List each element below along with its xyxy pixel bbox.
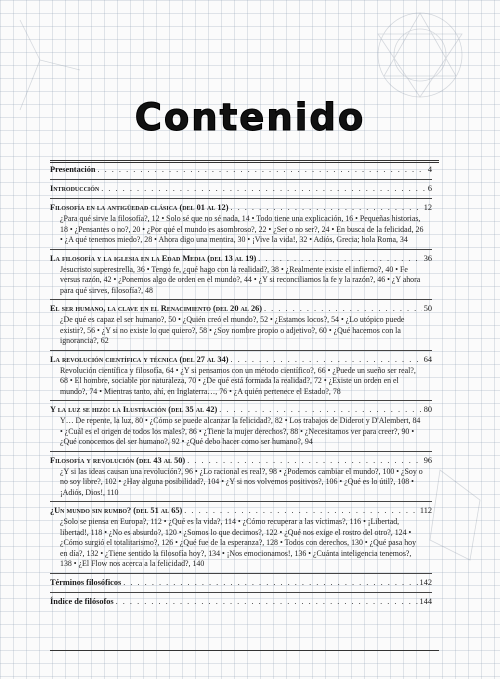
toc-entry-chapter-6[interactable] <box>50 455 432 499</box>
toc-entry-label: Índice de filósofos <box>50 596 114 606</box>
toc-entry-chapter-1[interactable] <box>50 202 432 246</box>
divider <box>50 501 432 502</box>
toc-entry-indice[interactable] <box>50 596 432 608</box>
dot-leader <box>230 202 421 214</box>
toc-entry-label: La revolución científica y técnica (del 27 al 34) <box>50 354 229 364</box>
dot-leader <box>184 505 418 517</box>
toc-page-number: 6 <box>427 184 432 193</box>
dot-leader <box>230 354 421 366</box>
divider <box>50 198 432 199</box>
toc-entry-label: Filosofía y revolución (del 43 al 50) <box>50 455 186 465</box>
top-divider <box>50 160 439 163</box>
toc-entry-presentacion[interactable] <box>50 164 432 176</box>
toc-entry-label: Introducción <box>50 184 100 193</box>
toc-entry-description: Jesucristo superestrella, 36 • Tengo fe, ¿qué hago con la realidad?, 38 • ¿Realmente existe el infierno?, 40 • Fe versus razón, 42 • ¿Ponemos algo de orden en el mundo?, 44 • ¿Y si reconciliamos la fe y la razón?, 46 • ¿Y ahora para qué sirves, filosofía?, 48 <box>60 264 421 295</box>
dot-leader <box>97 164 425 176</box>
toc-entry-description: ¿Solo se piensa en Europa?, 112 • ¿Qué es la vida?, 114 • ¿Cómo recuperar a las víctimas?, 116 • ¡Libertad, libertad!, 118 • ¿No es absurdo?, 120 • ¿Somos lo que decimos?, 122 • ¿Qué nos exige el rostro del otro?, 124 • ¿Cómo surgió el totalitarismo?, 126 • ¿Qué fue de la esperanza?, 128 • Todos con derechos, 130 • ¿Qué pasa hoy en día?, 132 • ¿Tiene sentido la filosofía hoy?, 134 • ¡Nos emocionamos!, 136 • ¿Cuánta inteligencia tenemos?, 138 • ¿El Flow nos acerca a la felicidad?, 140 <box>60 517 417 568</box>
dot-leader <box>116 596 418 608</box>
divider <box>50 249 432 250</box>
toc-entry-label: Filosofía en la antigüedad clásica (del 01 al 12) <box>50 203 229 212</box>
toc-entry-description: Y… De repente, la luz, 80 • ¿Cómo se puede alcanzar la felicidad?, 82 • Los trabajos de Diderot y D'Alembert, 84 • ¿Cuál es el origen de todos los males?, 86 • ¿Tiene la mujer derechos?, 88 • ¿Necesitamos ver para creer?, 90 • ¿Qué conocemos del ser humano?, 92 • ¿Qué debo hacer como ser humano?, 94 <box>60 416 421 446</box>
toc-entry-description: ¿De qué es capaz el ser humano?, 50 • ¿Quién creó el mundo?, 52 • ¿Estamos locos?, 54 • ¿Lo utópico puede existir?, 56 • ¿Y si no existe lo que quiero?, 58 • ¿Soy nombre propio o adjetivo?, 60 • ¿Qué hacemos con la ignorancia?, 62 <box>60 315 405 345</box>
toc-entry-chapter-4[interactable] <box>50 354 432 398</box>
toc-page-number: 64 <box>423 354 432 364</box>
toc-entry-label: Términos filosóficos <box>50 577 122 587</box>
toc-entry-label: ¿Un mundo sin rumbo? (del 51 al 65) <box>50 506 183 515</box>
toc-entry-terminos[interactable] <box>50 577 432 589</box>
dot-leader <box>264 303 422 315</box>
toc-page-number: 36 <box>423 253 432 263</box>
toc-page-number: 144 <box>419 596 432 606</box>
toc-page-number: 50 <box>423 304 432 313</box>
toc-entry-description: ¿Y si las ideas causan una revolución?, 96 • ¿Lo racional es real?, 98 • ¿Podemos cambiar el mundo?, 100 • ¿Soy o no soy libre?, 102 • ¿Hay alguna posibilidad?, 104 • ¿Y si nos volvemos positivos?, 106 • ¿Qué es lo útil?, 108 • ¡Adiós, Dios!, 110 <box>60 466 423 497</box>
dot-leader <box>258 253 421 265</box>
toc-entry-label: El ser humano, la clave en el Renacimiento (del 20 al 26) <box>50 304 263 313</box>
toc-entry-chapter-7[interactable] <box>50 505 432 570</box>
page-title: Contenido <box>134 96 366 139</box>
toc-entry-description: ¿Para qué sirve la filosofía?, 12 • Solo sé que no sé nada, 14 • Todo tiene una explicación, 16 • Pequeñas historias, 18 • ¿Pensantes o no?, 20 • ¿Por qué el mundo es asombroso?, 22 • ¿Ser o no ser?, 24 • En busca de la felicidad, 26 • ¿A qué tenemos miedo?, 28 • Ahora digo una mentira, 30 • ¡Vive la vida!, 32 • Adiós, Grecia; hola Roma, 34 <box>60 214 424 244</box>
dot-leader <box>101 183 426 195</box>
dot-leader <box>187 455 422 467</box>
table-of-contents <box>50 164 432 608</box>
toc-entry-description: Revolución científica y filosofía, 64 • ¿Y si pensamos con un método científico?, 66 • ¿Puede un sueño ser real?, 68 • El hombre, sociable por naturaleza, 70 • ¿De qué está formada la realidad?, 72 • ¿Existe un orden en el mundo?, 74 • Mientras tanto, ahí, en Inglaterra…, 76 • ¿A quién pertenece el Estado?, 78 <box>60 365 416 396</box>
toc-entry-chapter-5[interactable] <box>50 404 432 448</box>
toc-page-number: 80 <box>423 405 432 414</box>
bottom-divider <box>50 650 439 651</box>
toc-entry-label: La filosofía y la iglesia en la Edad Media (del 13 al 19) <box>50 253 257 263</box>
toc-page-number: 112 <box>419 506 432 515</box>
toc-entry-chapter-2[interactable] <box>50 253 432 297</box>
toc-entry-label: Presentación <box>50 165 96 174</box>
divider <box>50 350 432 351</box>
toc-entry-label: Y la luz se hizo: la Ilustración (del 35 al 42) <box>50 405 218 414</box>
divider <box>50 179 432 180</box>
divider <box>50 299 432 300</box>
dot-leader <box>219 404 421 416</box>
dot-leader <box>123 577 417 589</box>
toc-entry-introduccion[interactable] <box>50 183 432 195</box>
divider <box>50 400 432 401</box>
divider <box>50 592 432 593</box>
toc-page-number: 4 <box>427 165 432 174</box>
toc-page-number: 142 <box>419 577 432 587</box>
toc-page-number: 12 <box>423 203 432 212</box>
divider <box>50 573 432 574</box>
toc-page-number: 96 <box>423 455 432 465</box>
divider <box>50 451 432 452</box>
toc-entry-chapter-3[interactable] <box>50 303 432 347</box>
